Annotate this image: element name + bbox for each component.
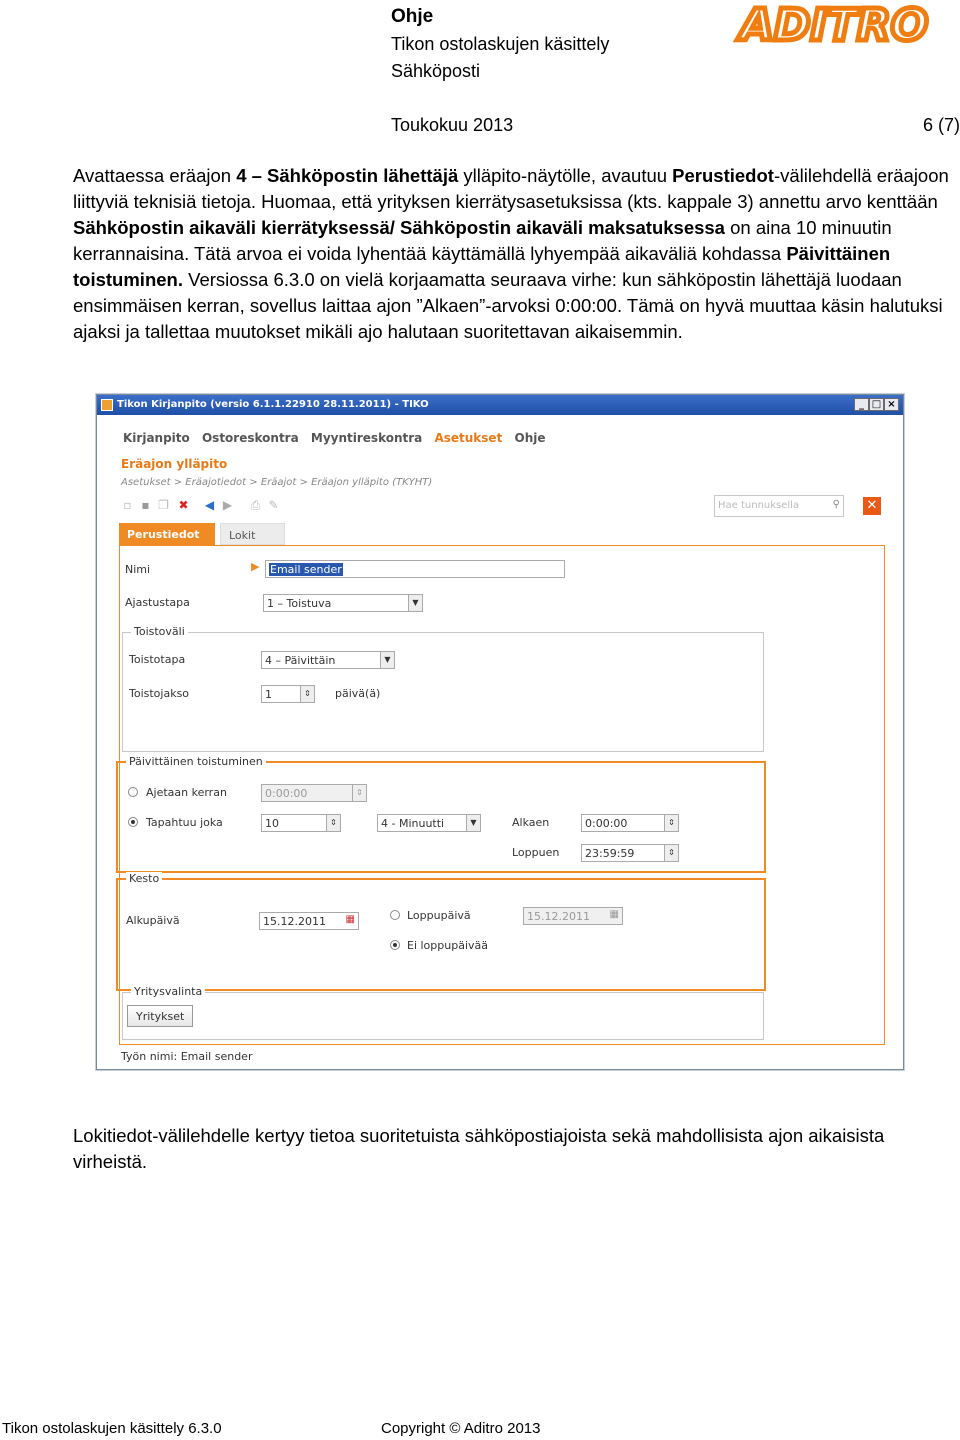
menu-item-asetukset[interactable]: Asetukset <box>434 431 503 445</box>
spinner-icon[interactable]: ⇕ <box>352 785 366 801</box>
aditro-logo <box>720 2 948 46</box>
text-segment: Versiossa 6.3.0 on vielä korjaamatta seuraava virhe: kun sähköpostin lähettäjä luodaan ensimmäisen kerran, sovellus laittaa ajon ”Alkaen”-arvoksi 0:00:00. Tämä on hyvä muuttaa käsin halutuksi ajaksi ja tallettaa muutokset mikäli ajo halutaan suoritettavan aikaisemmin. <box>73 269 943 342</box>
toistotapa-select[interactable] <box>261 651 395 669</box>
search-input[interactable] <box>714 495 844 517</box>
lokit-paragraph: Lokitiedot-välilehdelle kertyy tietoa suoritetuista sähköpostiajoista sekä mahdollisista ajon aikaisista virheistä. <box>73 1125 885 1172</box>
tapahtuu-label: Tapahtuu joka <box>146 816 223 829</box>
doc-subtitle: Tikon ostolaskujen käsittely <box>391 34 610 54</box>
tools-icon[interactable]: ✎ <box>268 498 279 512</box>
loppupaiva-value: 15.12.2011 <box>527 910 590 923</box>
menu-item-kirjanpito[interactable]: Kirjanpito <box>123 431 190 445</box>
alkaen-value: 0:00:00 <box>585 817 628 830</box>
ajastustapa-label: Ajastustapa <box>125 596 190 609</box>
text-segment: on aina 10 minuutin kerrannaisina. Tätä arvoa ei voida lyhentää käyttämällä lyhyempää aikaväliä kohdassa <box>73 217 892 264</box>
alkupaiva-label: Alkupäivä <box>126 914 180 927</box>
section-title: Eräajon ylläpito <box>121 457 228 471</box>
tapahtuu-stepper[interactable] <box>261 814 341 832</box>
loppupaiva-date[interactable] <box>523 907 623 925</box>
nimi-value: Email sender <box>270 563 342 576</box>
doc-title: Ohje <box>391 6 434 27</box>
calendar-icon[interactable]: ▦ <box>345 914 355 925</box>
alkaen-label: Alkaen <box>512 816 550 829</box>
tapahtuu-radio[interactable] <box>128 817 138 827</box>
arrow-right-icon: ▶ <box>251 560 260 573</box>
doc-date: Toukokuu 2013 <box>391 115 514 135</box>
tapahtuu-unit-value: 4 - Minuutti <box>381 817 445 830</box>
tapahtuu-value: 10 <box>265 817 279 830</box>
chevron-down-icon[interactable]: ▼ <box>466 815 480 831</box>
loppuen-label: Loppuen <box>512 846 560 859</box>
new-icon[interactable]: ▫ <box>123 498 132 512</box>
app-icon <box>101 399 113 411</box>
maximize-icon[interactable]: □ <box>869 398 884 411</box>
text-segment: ylläpito-näytölle, avautuu <box>458 165 673 186</box>
loppupaiva-label: Loppupäivä <box>407 909 471 922</box>
yritykset-button[interactable]: Yritykset <box>127 1005 193 1027</box>
minimize-icon[interactable]: _ <box>854 398 869 411</box>
toistovali-group <box>122 625 764 752</box>
toistojakso-unit: päivä(ä) <box>335 687 381 700</box>
ei-loppupaivaa-label: Ei loppupäivää <box>407 939 488 952</box>
calendar-icon[interactable]: ▦ <box>609 909 619 920</box>
search-placeholder: Hae tunnuksella <box>718 500 800 511</box>
paivittainen-group <box>116 755 766 873</box>
toistojakso-stepper[interactable] <box>261 685 315 703</box>
close-view-icon[interactable]: ✕ <box>863 497 881 515</box>
toistovali-title: Toistoväli <box>131 625 188 638</box>
bold-segment: 4 – Sähköpostin lähettäjä <box>236 165 459 186</box>
alkupaiva-date[interactable] <box>259 912 359 930</box>
nimi-field[interactable] <box>265 560 565 578</box>
doc-topic: Sähköposti <box>391 61 481 81</box>
delete-icon[interactable]: ✖ <box>178 498 189 512</box>
alkaen-time[interactable] <box>581 814 679 832</box>
text-segment: Avattaessa eräajon <box>73 165 237 186</box>
nimi-label: Nimi <box>125 563 151 576</box>
ajetaan-radio[interactable] <box>128 787 138 797</box>
print-icon[interactable]: ⎙ <box>250 498 261 512</box>
ajetaan-value: 0:00:00 <box>265 787 308 800</box>
copy-icon[interactable]: ❐ <box>158 498 169 512</box>
save-icon[interactable]: ▪ <box>141 498 150 512</box>
footer-product: Tikon ostolaskujen käsittely 6.3.0 <box>2 1420 222 1437</box>
ajetaan-label: Ajetaan kerran <box>146 786 227 799</box>
ajastustapa-value: 1 – Toistuva <box>267 597 332 610</box>
menu-item-ostoreskontra[interactable]: Ostoreskontra <box>201 431 299 445</box>
toistojakso-label: Toistojakso <box>129 687 190 700</box>
status-bar: Työn nimi: Email sender <box>121 1050 253 1063</box>
bold-segment: Sähköpostin aikaväli kierrätyksessä/ Sähköpostin aikaväli maksatuksessa <box>73 217 725 238</box>
ajetaan-time[interactable] <box>261 784 367 802</box>
footer-copyright: Copyright © Aditro 2013 <box>381 1420 541 1437</box>
toolbar <box>121 497 301 515</box>
forward-icon[interactable]: ▶ <box>222 498 233 512</box>
perustiedot-panel <box>119 545 885 1045</box>
toistotapa-value: 4 – Päivittäin <box>265 654 336 667</box>
spinner-icon[interactable]: ⇕ <box>664 815 678 831</box>
intro-paragraph <box>73 163 953 345</box>
bold-segment: Päivittäinen toistuminen. <box>73 243 891 290</box>
yritysvalinta-group <box>122 985 764 1040</box>
kesto-group <box>116 872 766 991</box>
paivittainen-title: Päivittäinen toistuminen <box>126 755 266 768</box>
ajastustapa-select[interactable] <box>263 594 423 612</box>
toistotapa-label: Toistotapa <box>129 653 186 666</box>
bold-segment: Perustiedot <box>672 165 774 186</box>
text-segment: -välilehdellä eräajoon liittyviä teknisiä tietoja. Huomaa, että yrityksen kierrätysasetuksissa (kts. kappale 3) annettu arvo kenttään <box>73 165 949 212</box>
ei-loppupaivaa-radio[interactable] <box>390 940 400 950</box>
kesto-title: Kesto <box>126 872 162 885</box>
spinner-icon[interactable]: ⇕ <box>300 686 314 702</box>
tab-perustiedot[interactable]: Perustiedot <box>119 523 215 545</box>
chevron-down-icon[interactable]: ▼ <box>380 652 394 668</box>
loppuen-time[interactable] <box>581 844 679 862</box>
close-icon[interactable]: × <box>884 398 899 411</box>
loppuen-value: 23:59:59 <box>585 847 635 860</box>
menu-item-ohje[interactable]: Ohje <box>514 431 546 445</box>
alkupaiva-value: 15.12.2011 <box>263 915 326 928</box>
page-number: 6 (7) <box>922 115 960 135</box>
svg-text:ADITRO: ADITRO <box>739 2 929 46</box>
main-menu <box>123 431 554 445</box>
tapahtuu-unit-select[interactable] <box>377 814 481 832</box>
yritysvalinta-title: Yritysvalinta <box>131 985 205 998</box>
window-titlebar <box>97 395 903 415</box>
window-title: Tikon Kirjanpito (versio 6.1.1.22910 28.11.2011) - TIKO <box>117 399 429 410</box>
loppupaiva-radio[interactable] <box>390 910 400 920</box>
toistojakso-value: 1 <box>265 688 272 701</box>
spinner-icon[interactable]: ⇕ <box>326 815 340 831</box>
app-window-screenshot <box>96 394 904 1070</box>
spinner-icon[interactable]: ⇕ <box>664 845 678 861</box>
tab-lokit[interactable]: Lokit <box>220 523 285 545</box>
back-icon[interactable]: ◀ <box>204 498 215 512</box>
chevron-down-icon[interactable]: ▼ <box>408 595 422 611</box>
search-icon[interactable]: ⚲ <box>832 499 840 510</box>
breadcrumb: Asetukset > Eräajotiedot > Eräajot > Eräajon ylläpito (TKYHT) <box>121 477 433 488</box>
menu-item-myyntireskontra[interactable]: Myyntireskontra <box>310 431 423 445</box>
